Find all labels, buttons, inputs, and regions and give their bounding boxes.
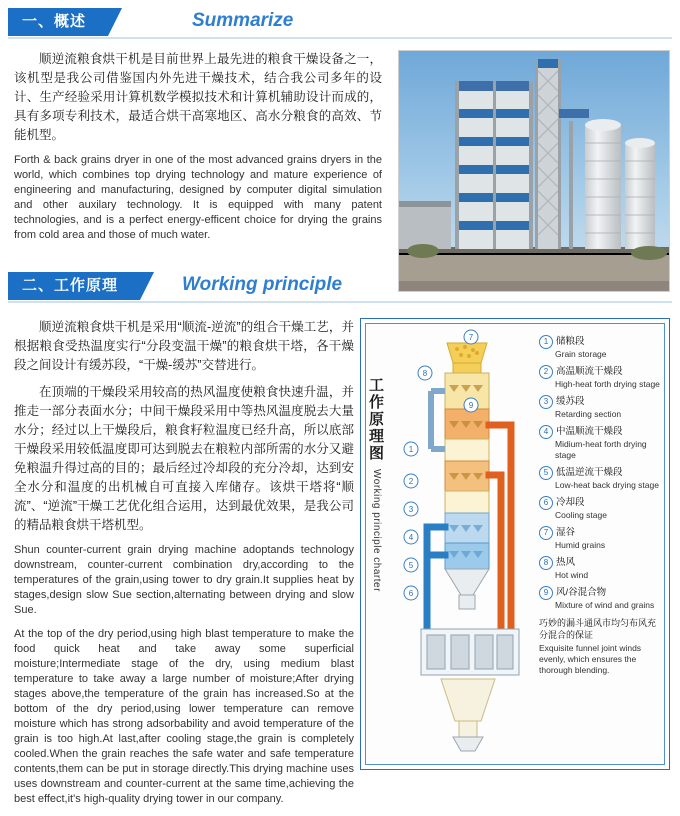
legend-label-cn: 高温顺流干燥段 [556,366,623,377]
summarize-cn-paragraph: 顺逆流粮食烘干机是目前世界上最先进的粮食干燥设备之一，该机型是我公司借鉴国内外先进干燥技术，结合我公司多年的设计、生产经验采用计算机数学模拟技术和计算机辅助设计而成的，具有多项专利技术，最适合烘干高寒地区、高水分粮食的高效、节能机型。 [14,52,382,142]
schematic-label-6: 6 [408,589,414,598]
schematic-label-4: 4 [408,533,414,542]
working-principle-text-column [14,318,354,816]
working-cn-paragraph-1: 顺逆流粮食烘干机是采用“顺流-逆流”的组合干燥工艺，并根据粮食受热温度实行“分段变温干燥”的粮食烘干塔，各干燥段之间设计有缓苏段，“干燥-缓苏”交替进行。 [14,320,354,372]
diagram-note-cn: 巧妙的漏斗通风市均匀布风充分混合的保证 [539,618,657,640]
legend-label-cn: 冷却段 [556,497,585,508]
legend-label-en: Midium-heat forth drying stage [555,439,647,460]
diagram-note-en: Exquisite funnel joint winds evenly, which ensures the thorough blending. [539,643,642,675]
legend-item [539,466,661,491]
legend-item [539,496,661,521]
summarize-en-paragraph: Forth & back grains dryer in one of the most advanced grains dryers in the world, which combines top drying technology and mature experience of engineering and manufacturing, designed by computer digital simulation and other auxilary technology. It is equipped with many patent technologies, and is a perfect energy-efficent choice for drying the grains from cold area and those of much water. [14,154,382,241]
schematic-label-8: 8 [422,369,428,378]
legend-label-en: Hot wind [555,570,589,580]
section-title-en-1: Summarize [192,10,294,31]
legend-number: 5 [539,466,553,480]
legend-label-cn: 风/谷混合物 [556,587,607,598]
legend-item [539,556,661,581]
legend-item [539,586,661,611]
legend-number: 3 [539,395,553,409]
header-rule-2 [8,301,672,303]
tower-photo-illustration [399,51,669,291]
legend-label-en: Humid grains [555,540,606,550]
legend-label-cn: 中温顺流干燥段 [556,426,623,437]
legend-label-cn: 湿谷 [556,527,576,538]
working-en-paragraph-1: Shun counter-current grain drying machine adoptands technology downstream, counter-current combination dry,according to the temperatures of the grain,using tower to dry grain.It supplies heat by stages,design slow Sue section,alternating between drying and slow Sue. [14,544,354,616]
diagram-legend [539,335,661,676]
diagram-title-en: Working principle charter [371,469,382,592]
section-body-1 [0,50,680,290]
legend-item [539,526,661,551]
legend-label-cn: 缓苏段 [556,396,585,407]
section-title-en-2: Working principle [182,274,343,295]
schematic-label-9: 9 [468,401,474,410]
legend-number: 7 [539,526,553,540]
legend-item [539,425,661,461]
working-principle-diagram [360,318,670,770]
dryer-schematic-svg [401,329,539,759]
section-summarize [0,8,680,290]
legend-label-cn: 低温逆流干燥段 [556,467,623,478]
legend-label-en: High-heat forth drying stage [555,379,660,389]
diagram-title-block [367,377,397,592]
legend-number: 4 [539,425,553,439]
working-cn-paragraph-2: 在顶端的干燥段采用较高的热风温度使粮食快速升温，并推走一部分表面水分；中间干燥段采用中等热风温度脱去大量水分；经过以上干燥段后，粮食籽粒温度已经升高，所以底部干燥段采用较低温度即可达到脱去在粮粒内部所需的水分又避免粮温升得过高的目的；最后经过冷却段的充分冷却，达到安全水分和温度的出机械自可直接入库储存。该烘干塔将“顺流”、“逆流”干燥工艺优化组合运用，达到最优效果，是我公司的精品粮食烘干塔机型。 [14,385,354,532]
section-working-principle [0,272,680,805]
diagram-note [539,617,661,676]
legend-label-en: Mixture of wind and grains [555,600,655,610]
legend-number: 8 [539,556,553,570]
legend-number: 9 [539,586,553,600]
header-rule-1 [8,37,672,39]
working-en-paragraph-2: At the top of the dry period,using high blast temperature to make the food quick heat and take away some superficial moisture;Intermediate stage of the dry, using medium blast temperature to take away a large number of moisture;After drying stages above,the temperature of the grain has increased.So at the bottom of the dry period,using lower temperature can remove moisture which has strong adsorbability and avoid temperature of the grain is too high.At last,after cooling stage,the grain is completely cooled.When the grain reaches the safe water and safe temperature contents,them can be put in storage directly.This drying machine uses uses downstream and counter-current at the same time,achieving the best effect,it's high-quality drying tower in our company. [14,628,354,805]
diagram-title-cn: 工作原理图 [367,377,384,462]
legend-item [539,395,661,420]
schematic-label-2: 2 [408,477,414,486]
section-header-working-principle [0,272,680,306]
legend-label-en: Grain storage [555,349,607,359]
schematic-label-7: 7 [468,333,474,342]
section-number-label-2: 二、工作原理 [8,272,140,300]
legend-item [539,365,661,390]
legend-label-en: Retarding section [555,409,622,419]
legend-item [539,335,661,360]
legend-label-cn: 热风 [556,557,576,568]
legend-label-en: Cooling stage [555,510,607,520]
diagram-schematic [401,329,539,759]
legend-number: 1 [539,335,553,349]
legend-number: 6 [539,496,553,510]
summarize-text-column [14,50,382,252]
legend-number: 2 [539,365,553,379]
schematic-label-3: 3 [408,505,414,514]
schematic-label-5: 5 [408,561,414,570]
grain-drying-tower-photo [398,50,670,292]
legend-label-en: Low-heat back drying stage [555,480,659,490]
section-header-summarize [0,8,680,40]
section-number-label-1: 一、概述 [8,8,108,36]
legend-label-cn: 储粮段 [556,336,585,347]
schematic-label-1: 1 [408,445,414,454]
